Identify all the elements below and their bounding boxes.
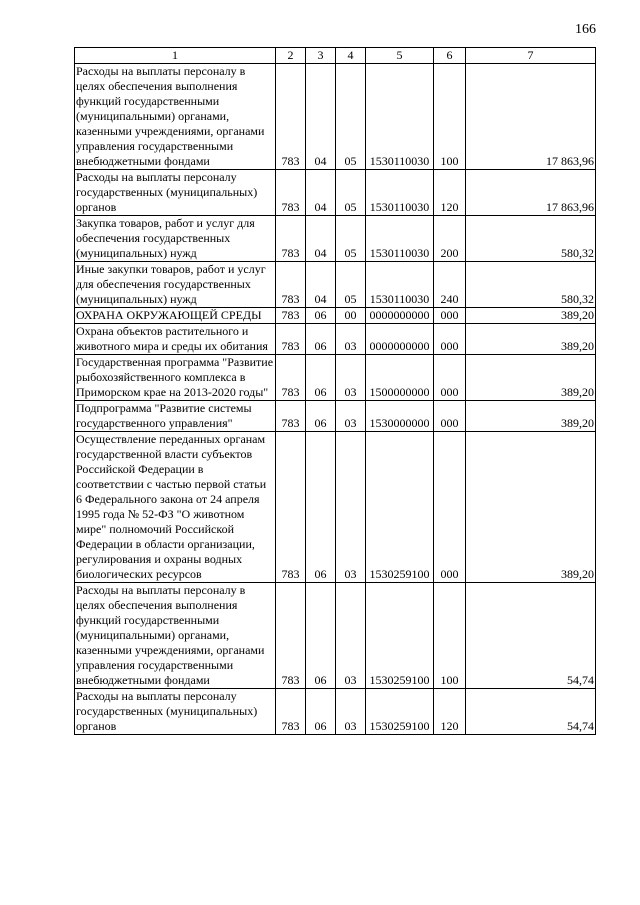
row-admin-cell: 783 xyxy=(276,262,306,308)
row-subsection-cell: 03 xyxy=(336,583,366,689)
row-admin-cell: 783 xyxy=(276,355,306,401)
row-name-cell: Иные закупки товаров, работ и услуг для обеспечения государственных (муниципальных) нужд xyxy=(75,262,276,308)
row-admin-cell: 783 xyxy=(276,308,306,324)
row-name-cell: Расходы на выплаты персоналу в целях обеспечения выполнения функций государственными (муниципальными) органами, казенными учреждениями, органами управления государственными внебюджетными фондами xyxy=(75,583,276,689)
table-row xyxy=(75,401,596,432)
row-subsection-cell: 05 xyxy=(336,64,366,170)
row-name-cell: Закупка товаров, работ и услуг для обеспечения государственных (муниципальных) нужд xyxy=(75,216,276,262)
row-amount-cell: 54,74 xyxy=(466,689,596,735)
table-row xyxy=(75,216,596,262)
row-name-cell: Государственная программа "Развитие рыбохозяйственного комплекса в Приморском крае на 2013-2020 годы" xyxy=(75,355,276,401)
row-subsection-cell: 03 xyxy=(336,689,366,735)
row-admin-cell: 783 xyxy=(276,170,306,216)
row-subsection-cell: 03 xyxy=(336,401,366,432)
row-name-cell: Расходы на выплаты персоналу государственных (муниципальных) органов xyxy=(75,689,276,735)
row-subsection-cell: 05 xyxy=(336,216,366,262)
table-row xyxy=(75,64,596,170)
row-subsection-cell: 03 xyxy=(336,355,366,401)
row-target-cell: 1530110030 xyxy=(366,64,434,170)
row-name-cell: Расходы на выплаты персоналу в целях обеспечения выполнения функций государственными (муниципальными) органами, казенными учреждениями, органами управления государственными внебюджетными фондами xyxy=(75,64,276,170)
row-section-cell: 06 xyxy=(306,401,336,432)
row-expense-type-cell: 120 xyxy=(434,689,466,735)
row-section-cell: 06 xyxy=(306,355,336,401)
row-amount-cell: 389,20 xyxy=(466,401,596,432)
header-col-target: 5 xyxy=(366,48,434,64)
table-row xyxy=(75,170,596,216)
row-subsection-cell: 03 xyxy=(336,324,366,355)
row-name-cell: ОХРАНА ОКРУЖАЮЩЕЙ СРЕДЫ xyxy=(75,308,276,324)
table-row xyxy=(75,355,596,401)
row-subsection-cell: 00 xyxy=(336,308,366,324)
row-section-cell: 06 xyxy=(306,689,336,735)
row-target-cell: 1530110030 xyxy=(366,262,434,308)
row-target-cell: 1500000000 xyxy=(366,355,434,401)
row-expense-type-cell: 000 xyxy=(434,324,466,355)
row-section-cell: 04 xyxy=(306,262,336,308)
row-target-cell: 0000000000 xyxy=(366,324,434,355)
row-subsection-cell: 05 xyxy=(336,170,366,216)
row-expense-type-cell: 000 xyxy=(434,308,466,324)
row-section-cell: 06 xyxy=(306,583,336,689)
row-amount-cell: 54,74 xyxy=(466,583,596,689)
row-admin-cell: 783 xyxy=(276,432,306,583)
row-section-cell: 06 xyxy=(306,324,336,355)
header-col-admin: 2 xyxy=(276,48,306,64)
row-name-cell: Расходы на выплаты персоналу государственных (муниципальных) органов xyxy=(75,170,276,216)
table-row xyxy=(75,583,596,689)
row-admin-cell: 783 xyxy=(276,324,306,355)
row-amount-cell: 17 863,96 xyxy=(466,170,596,216)
row-subsection-cell: 03 xyxy=(336,432,366,583)
row-expense-type-cell: 240 xyxy=(434,262,466,308)
row-target-cell: 1530259100 xyxy=(366,689,434,735)
row-amount-cell: 389,20 xyxy=(466,355,596,401)
table-row xyxy=(75,689,596,735)
row-expense-type-cell: 100 xyxy=(434,64,466,170)
row-amount-cell: 580,32 xyxy=(466,216,596,262)
header-col-amount: 7 xyxy=(466,48,596,64)
table-header-row xyxy=(75,48,596,64)
row-admin-cell: 783 xyxy=(276,216,306,262)
row-expense-type-cell: 120 xyxy=(434,170,466,216)
row-amount-cell: 580,32 xyxy=(466,262,596,308)
row-target-cell: 1530259100 xyxy=(366,583,434,689)
row-section-cell: 04 xyxy=(306,216,336,262)
row-admin-cell: 783 xyxy=(276,583,306,689)
row-target-cell: 0000000000 xyxy=(366,308,434,324)
row-admin-cell: 783 xyxy=(276,689,306,735)
header-col-section: 3 xyxy=(306,48,336,64)
row-expense-type-cell: 000 xyxy=(434,355,466,401)
table-row xyxy=(75,262,596,308)
row-admin-cell: 783 xyxy=(276,401,306,432)
table-row xyxy=(75,308,596,324)
row-name-cell: Подпрограмма "Развитие системы государственного управления" xyxy=(75,401,276,432)
row-section-cell: 04 xyxy=(306,170,336,216)
header-col-expense-type: 6 xyxy=(434,48,466,64)
header-col-subsection: 4 xyxy=(336,48,366,64)
row-expense-type-cell: 000 xyxy=(434,432,466,583)
row-target-cell: 1530000000 xyxy=(366,401,434,432)
row-admin-cell: 783 xyxy=(276,64,306,170)
row-name-cell: Охрана объектов растительного и животного мира и среды их обитания xyxy=(75,324,276,355)
row-subsection-cell: 05 xyxy=(336,262,366,308)
row-amount-cell: 389,20 xyxy=(466,324,596,355)
row-expense-type-cell: 100 xyxy=(434,583,466,689)
row-amount-cell: 17 863,96 xyxy=(466,64,596,170)
row-amount-cell: 389,20 xyxy=(466,308,596,324)
row-target-cell: 1530259100 xyxy=(366,432,434,583)
table-row xyxy=(75,432,596,583)
row-target-cell: 1530110030 xyxy=(366,170,434,216)
row-amount-cell: 389,20 xyxy=(466,432,596,583)
budget-table xyxy=(74,47,596,735)
row-section-cell: 06 xyxy=(306,432,336,583)
row-expense-type-cell: 200 xyxy=(434,216,466,262)
row-section-cell: 06 xyxy=(306,308,336,324)
row-expense-type-cell: 000 xyxy=(434,401,466,432)
page-number: 166 xyxy=(575,22,596,37)
row-name-cell: Осуществление переданных органам государственной власти субъектов Российской Федерации в соответствии с частью первой статьи 6 Федерального закона от 24 апреля 1995 года № 52-ФЗ "О животном мире" полномочий Российской Федерации в области организации, регулирования и охраны водных биологических ресурсов xyxy=(75,432,276,583)
row-target-cell: 1530110030 xyxy=(366,216,434,262)
table-row xyxy=(75,324,596,355)
row-section-cell: 04 xyxy=(306,64,336,170)
header-col-name: 1 xyxy=(75,48,276,64)
